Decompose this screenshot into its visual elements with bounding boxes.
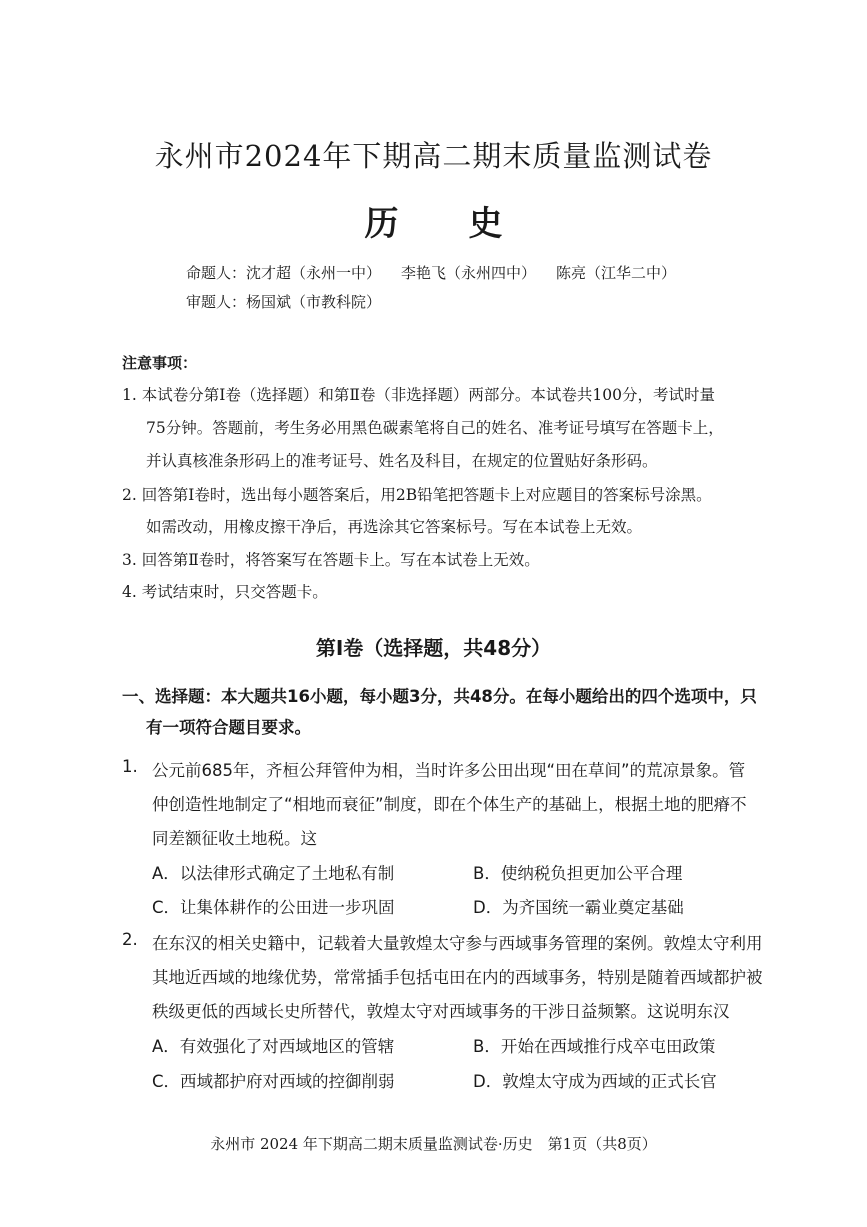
option-d: D．敦煌太守成为西域的正式长官 xyxy=(473,1072,717,1091)
page-footer: 永州市 2024 年下期高二期末质量监测试卷·历史 第1页（共8页） xyxy=(210,1135,657,1153)
section-intro-line: 一、选择题：本大题共16小题，每小题3分，共48分。在每小题给出的四个选项中，只 xyxy=(122,687,757,706)
notice-line: 1. 本试卷分第Ⅰ卷（选择题）和第Ⅱ卷（非选择题）两部分。本试卷共100分，考试时量 xyxy=(122,386,715,404)
question-line: 同差额征收土地税。这 xyxy=(152,829,317,848)
question-line: 秩级更低的西域长史所替代，敦煌太守对西域事务的干涉日益频繁。这说明东汉 xyxy=(152,1002,730,1021)
question-line: 在东汉的相关史籍中，记载着大量敦煌太守参与西域事务管理的案例。敦煌太守利用 xyxy=(152,934,763,953)
question-number: 1. xyxy=(122,757,138,776)
notice-heading: 注意事项： xyxy=(122,354,198,372)
notice-line: 4. 考试结束时，只交答题卡。 xyxy=(122,583,328,601)
option-d: D．为齐国统一霸业奠定基础 xyxy=(473,898,684,917)
subject-title xyxy=(0,196,867,245)
subject-char-1: 历 xyxy=(364,204,399,244)
question-line: 公元前685年，齐桓公拜管仲为相，当时许多公田出现“田在草间”的荒凉景象。管 xyxy=(152,761,746,780)
section-intro-line: 有一项符合题目要求。 xyxy=(146,718,311,737)
authors-label: 命题人： xyxy=(186,264,247,282)
notice-line: 并认真核准条形码上的准考证号、姓名及科目，在规定的位置贴好条形码。 xyxy=(146,452,658,470)
option-c: C．让集体耕作的公田进一步巩固 xyxy=(152,898,395,917)
author-1: 沈才超（永州一中） xyxy=(246,264,382,282)
option-a: A．有效强化了对西域地区的管辖 xyxy=(152,1037,395,1056)
notice-line: 如需改动，用橡皮擦干净后，再选涂其它答案标号。写在本试卷上无效。 xyxy=(146,518,643,536)
reviewer-line xyxy=(186,291,381,312)
notice-line: 2. 回答第Ⅰ卷时，选出每小题答案后，用2B铅笔把答题卡上对应题目的答案标号涂黑。 xyxy=(122,486,712,504)
option-a: A．以法律形式确定了土地私有制 xyxy=(152,864,395,883)
notice-line: 3. 回答第Ⅱ卷时，将答案写在答题卡上。写在本试卷上无效。 xyxy=(122,551,540,569)
authors-line xyxy=(186,262,676,283)
section-title: 第Ⅰ卷（选择题，共48分） xyxy=(315,636,552,660)
notice-line: 75分钟。答题前，考生务必用黑色碳素笔将自己的姓名、准考证号填写在答题卡上， xyxy=(146,419,724,437)
author-3: 陈亮（江华二中） xyxy=(556,264,677,282)
option-b: B．使纳税负担更加公平合理 xyxy=(473,864,683,883)
reviewer-label: 审题人： xyxy=(186,293,247,311)
exam-title: 永州市2024年下期高二期末质量监测试卷 xyxy=(154,139,713,173)
question-line: 仲创造性地制定了“相地而衰征”制度，即在个体生产的基础上，根据土地的肥瘠不 xyxy=(152,795,747,814)
subject-char-2: 史 xyxy=(468,204,503,244)
author-2: 李艳飞（永州四中） xyxy=(401,264,537,282)
question-line: 其地近西域的地缘优势，常常插手包括屯田在内的西域事务，特别是随着西域都护被 xyxy=(152,968,763,987)
option-c: C．西域都护府对西域的控御削弱 xyxy=(152,1072,395,1091)
option-b: B．开始在西域推行戍卒屯田政策 xyxy=(473,1037,716,1056)
reviewer-1: 杨国斌（市教科院） xyxy=(246,293,382,311)
question-number: 2. xyxy=(122,930,138,949)
